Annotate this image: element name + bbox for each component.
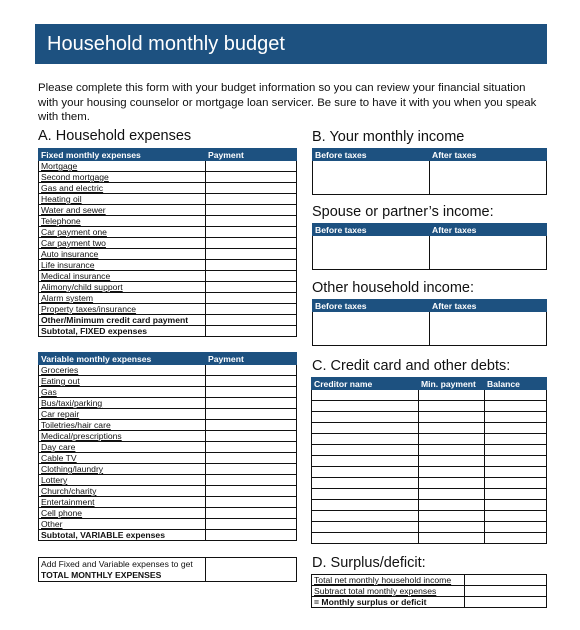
total-line-1: Add Fixed and Variable expenses to get	[41, 558, 193, 569]
expense-payment-field[interactable]	[206, 519, 297, 530]
creditor-name-field[interactable]	[312, 412, 419, 423]
balance-field[interactable]	[485, 500, 547, 511]
expense-label: Property taxes/insurance	[39, 304, 206, 315]
creditor-name-field[interactable]	[312, 423, 419, 434]
expense-payment-field[interactable]	[206, 464, 297, 475]
total-line-2: TOTAL MONTHLY EXPENSES	[41, 569, 162, 580]
table-row	[312, 533, 547, 544]
expense-payment-field[interactable]	[206, 376, 297, 387]
document-title-bar	[35, 24, 547, 64]
intro-text: Please complete this form with your budget information so you can review your financial situation with your housing counselor or mortgage loan servicer. Be sure to have it with you when you speak with them.	[38, 82, 537, 123]
table-row	[39, 519, 297, 530]
expense-label: Life insurance	[39, 260, 206, 271]
variable-payment-header: Payment	[206, 353, 297, 365]
expense-label: Other	[39, 519, 206, 530]
balance-field[interactable]	[485, 423, 547, 434]
table-row	[39, 497, 297, 508]
expense-payment-field[interactable]	[206, 271, 297, 282]
expense-label: Cell phone	[39, 508, 206, 519]
creditor-name-field[interactable]	[312, 456, 419, 467]
spouse-before-taxes-header: Before taxes	[313, 224, 430, 236]
surplus-label: Subtract total monthly expenses	[312, 586, 465, 597]
table-row	[39, 326, 297, 337]
expense-payment-field[interactable]	[206, 497, 297, 508]
expense-payment-field[interactable]	[206, 282, 297, 293]
balance-field[interactable]	[485, 489, 547, 500]
expense-payment-field[interactable]	[206, 172, 297, 183]
expense-label: Eating out	[39, 376, 206, 387]
income-before-taxes-header: Before taxes	[313, 149, 430, 161]
table-row	[312, 412, 547, 423]
surplus-table	[311, 574, 547, 608]
expense-payment-field[interactable]	[206, 260, 297, 271]
creditor-name-field[interactable]	[312, 533, 419, 544]
table-row	[39, 260, 297, 271]
expense-payment-field[interactable]	[206, 453, 297, 464]
expense-label: Car payment one	[39, 227, 206, 238]
spouse-after-taxes-field[interactable]	[430, 236, 547, 270]
table-row	[312, 445, 547, 456]
expense-payment-field[interactable]	[206, 365, 297, 376]
surplus-field[interactable]	[465, 575, 547, 586]
other-after-taxes-field[interactable]	[430, 312, 547, 346]
expense-payment-field[interactable]	[206, 530, 297, 541]
min-payment-field[interactable]	[419, 445, 485, 456]
table-row	[39, 216, 297, 227]
expense-label: Clothing/laundry	[39, 464, 206, 475]
expense-payment-field[interactable]	[206, 161, 297, 172]
expense-label: Day care	[39, 442, 206, 453]
min-payment-field[interactable]	[419, 412, 485, 423]
expense-label: Subtotal, VARIABLE expenses	[39, 530, 206, 541]
balance-field[interactable]	[485, 522, 547, 533]
income-after-taxes-field[interactable]	[430, 161, 547, 195]
table-row	[39, 508, 297, 519]
creditor-name-field[interactable]	[312, 445, 419, 456]
table-row	[39, 183, 297, 194]
expense-payment-field[interactable]	[206, 409, 297, 420]
min-payment-field[interactable]	[419, 489, 485, 500]
table-row	[312, 423, 547, 434]
fixed-expenses-header: Fixed monthly expenses	[39, 149, 206, 161]
other-before-taxes-field[interactable]	[313, 312, 430, 346]
table-row	[312, 511, 547, 522]
expense-payment-field[interactable]	[206, 431, 297, 442]
expense-payment-field[interactable]	[206, 398, 297, 409]
table-row	[312, 597, 547, 608]
table-row	[312, 434, 547, 445]
table-row	[312, 390, 547, 401]
creditor-name-field[interactable]	[312, 467, 419, 478]
creditor-name-field[interactable]	[312, 522, 419, 533]
creditor-name-field[interactable]	[312, 478, 419, 489]
expense-payment-field[interactable]	[206, 326, 297, 337]
expense-payment-field[interactable]	[206, 304, 297, 315]
balance-field[interactable]	[485, 390, 547, 401]
expense-label: Gas and electric	[39, 183, 206, 194]
expense-label: Car payment two	[39, 238, 206, 249]
table-row	[39, 365, 297, 376]
total-expenses-field[interactable]	[206, 558, 297, 582]
document-title: Household monthly budget	[47, 33, 285, 55]
table-row	[39, 453, 297, 464]
table-row	[39, 271, 297, 282]
table-row	[39, 249, 297, 260]
table-row	[39, 431, 297, 442]
creditor-name-header: Creditor name	[312, 378, 419, 390]
expense-payment-field[interactable]	[206, 315, 297, 326]
expense-label: Subtotal, FIXED expenses	[39, 326, 206, 337]
table-row	[312, 522, 547, 533]
expense-payment-field[interactable]	[206, 420, 297, 431]
expense-payment-field[interactable]	[206, 216, 297, 227]
min-payment-field[interactable]	[419, 456, 485, 467]
expense-label: Car repair	[39, 409, 206, 420]
expense-payment-field[interactable]	[206, 238, 297, 249]
income-before-taxes-field[interactable]	[313, 161, 430, 195]
table-row	[39, 420, 297, 431]
income-after-taxes-header: After taxes	[430, 149, 547, 161]
balance-header: Balance	[485, 378, 547, 390]
balance-field[interactable]	[485, 467, 547, 478]
expense-label: Entertainment	[39, 497, 206, 508]
expense-label: Bus/taxi/parking	[39, 398, 206, 409]
min-payment-field[interactable]	[419, 390, 485, 401]
table-row	[39, 282, 297, 293]
total-expenses-table	[38, 557, 297, 582]
table-row	[39, 409, 297, 420]
creditor-name-field[interactable]	[312, 434, 419, 445]
other-before-taxes-header: Before taxes	[313, 300, 430, 312]
expense-label: Alarm system	[39, 293, 206, 304]
surplus-field[interactable]	[465, 597, 547, 608]
surplus-field[interactable]	[465, 586, 547, 597]
expense-payment-field[interactable]	[206, 227, 297, 238]
expense-payment-field[interactable]	[206, 387, 297, 398]
table-row	[39, 205, 297, 216]
creditor-name-field[interactable]	[312, 489, 419, 500]
spouse-after-taxes-header: After taxes	[430, 224, 547, 236]
expense-label: Gas	[39, 387, 206, 398]
min-payment-field[interactable]	[419, 533, 485, 544]
variable-expenses-table	[38, 352, 297, 541]
fixed-expenses-table	[38, 148, 297, 337]
balance-field[interactable]	[485, 412, 547, 423]
other-income-title: Other household income:	[312, 280, 475, 296]
expense-label: Telephone	[39, 216, 206, 227]
section-a-title: A. Household expenses	[38, 128, 192, 144]
balance-field[interactable]	[485, 401, 547, 412]
min-payment-field[interactable]	[419, 511, 485, 522]
expense-payment-field[interactable]	[206, 486, 297, 497]
table-row	[312, 478, 547, 489]
creditor-name-field[interactable]	[312, 401, 419, 412]
table-row	[39, 161, 297, 172]
table-row	[312, 489, 547, 500]
fixed-payment-header: Payment	[206, 149, 297, 161]
section-d-title: D. Surplus/deficit:	[312, 555, 426, 571]
expense-label: Other/Minimum credit card payment	[39, 315, 206, 326]
expense-label: Second mortgage	[39, 172, 206, 183]
table-row	[39, 172, 297, 183]
expense-label: Alimony/child support	[39, 282, 206, 293]
variable-expenses-header: Variable monthly expenses	[39, 353, 206, 365]
monthly-income-table	[312, 148, 547, 195]
expense-payment-field[interactable]	[206, 475, 297, 486]
table-row	[39, 486, 297, 497]
balance-field[interactable]	[485, 533, 547, 544]
min-payment-field[interactable]	[419, 401, 485, 412]
min-payment-field[interactable]	[419, 522, 485, 533]
surplus-label: = Monthly surplus or deficit	[312, 597, 465, 608]
other-after-taxes-header: After taxes	[430, 300, 547, 312]
expense-label: Water and sewer	[39, 205, 206, 216]
section-b-title: B. Your monthly income	[312, 129, 465, 145]
min-payment-field[interactable]	[419, 478, 485, 489]
table-row	[39, 238, 297, 249]
balance-field[interactable]	[485, 511, 547, 522]
creditor-name-field[interactable]	[312, 511, 419, 522]
expense-label: Medical insurance	[39, 271, 206, 282]
debts-table	[311, 377, 547, 544]
expense-payment-field[interactable]	[206, 194, 297, 205]
balance-field[interactable]	[485, 434, 547, 445]
table-row	[39, 398, 297, 409]
other-income-table	[312, 299, 547, 346]
table-row	[39, 475, 297, 486]
table-row	[39, 194, 297, 205]
table-row	[312, 467, 547, 478]
expense-label: Groceries	[39, 365, 206, 376]
table-row	[312, 401, 547, 412]
table-row	[312, 500, 547, 511]
expense-payment-field[interactable]	[206, 442, 297, 453]
table-row	[39, 464, 297, 475]
table-row	[39, 442, 297, 453]
spouse-income-title: Spouse or partner’s income:	[312, 204, 494, 220]
table-row	[39, 376, 297, 387]
table-row	[39, 530, 297, 541]
table-row	[312, 575, 547, 586]
expense-payment-field[interactable]	[206, 293, 297, 304]
expense-label: Cable TV	[39, 453, 206, 464]
table-row	[39, 387, 297, 398]
table-row	[39, 227, 297, 238]
min-payment-field[interactable]	[419, 434, 485, 445]
creditor-name-field[interactable]	[312, 390, 419, 401]
spouse-before-taxes-field[interactable]	[313, 236, 430, 270]
expense-label: Church/charity	[39, 486, 206, 497]
balance-field[interactable]	[485, 445, 547, 456]
spouse-income-table	[312, 223, 547, 270]
min-payment-field[interactable]	[419, 423, 485, 434]
expense-payment-field[interactable]	[206, 183, 297, 194]
total-expenses-label	[39, 558, 206, 582]
min-payment-field[interactable]	[419, 467, 485, 478]
table-row	[312, 586, 547, 597]
table-row	[39, 304, 297, 315]
section-c-title: C. Credit card and other debts:	[312, 358, 511, 374]
min-payment-header: Min. payment	[419, 378, 485, 390]
expense-label: Medical/prescriptions	[39, 431, 206, 442]
balance-field[interactable]	[485, 456, 547, 467]
min-payment-field[interactable]	[419, 500, 485, 511]
balance-field[interactable]	[485, 478, 547, 489]
table-row	[39, 293, 297, 304]
expense-payment-field[interactable]	[206, 205, 297, 216]
expense-label: Heating oil	[39, 194, 206, 205]
expense-label: Lottery	[39, 475, 206, 486]
table-row	[39, 315, 297, 326]
expense-payment-field[interactable]	[206, 508, 297, 519]
expense-label: Mortgage	[39, 161, 206, 172]
expense-label: Toiletries/hair care	[39, 420, 206, 431]
surplus-label: Total net monthly household income	[312, 575, 465, 586]
table-row	[312, 456, 547, 467]
expense-payment-field[interactable]	[206, 249, 297, 260]
creditor-name-field[interactable]	[312, 500, 419, 511]
expense-label: Auto insurance	[39, 249, 206, 260]
